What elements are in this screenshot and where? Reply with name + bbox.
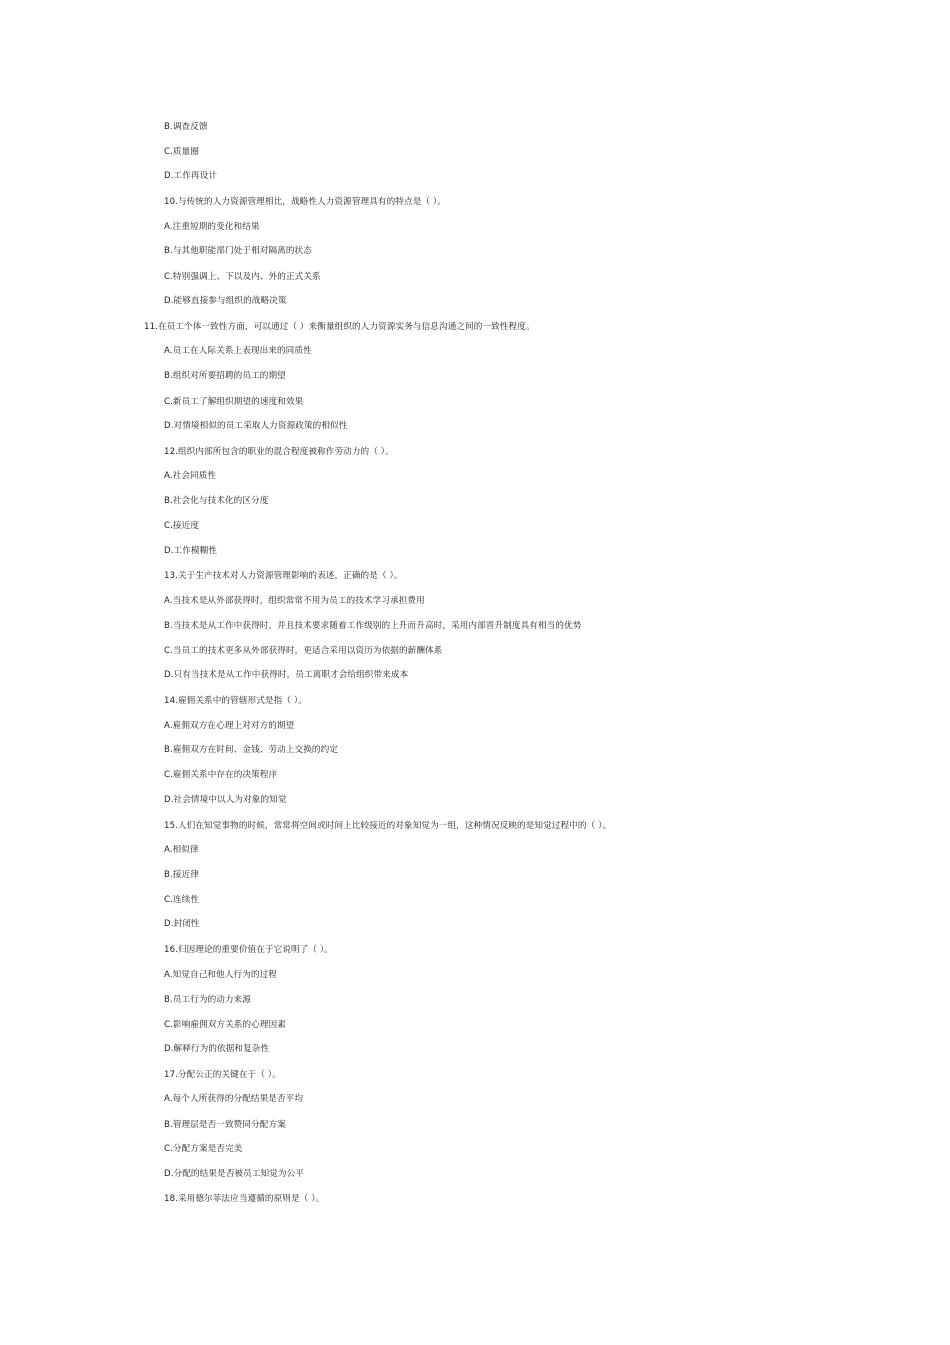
option-line: B.与其他职能部门处于相对隔离的状态 bbox=[164, 246, 312, 256]
option-line: A.注重短期的变化和结果 bbox=[164, 222, 260, 232]
question-line: 10.与传统的人力资源管理相比，战略性人力资源管理具有的特点是（ ）。 bbox=[164, 197, 447, 207]
option-line: D.对情境相似的员工采取人力资源政策的相似性 bbox=[164, 421, 348, 431]
option-line: D.分配的结果是否被员工知觉为公平 bbox=[164, 1169, 304, 1179]
option-line: D.解释行为的依据和复杂性 bbox=[164, 1044, 270, 1054]
option-line: B.调查反馈 bbox=[164, 122, 208, 132]
option-line: A.雇佣双方在心理上对对方的期望 bbox=[164, 721, 295, 731]
option-line: A.每个人所获得的分配结果是否平均 bbox=[164, 1094, 304, 1104]
option-line: A.员工在人际关系上表现出来的同质性 bbox=[164, 346, 312, 356]
option-line: D.社会情境中以人为对象的知觉 bbox=[164, 795, 287, 805]
option-line: D.只有当技术是从工作中获得时，员工离职才会给组织带来成本 bbox=[164, 670, 409, 680]
option-line: C.雇佣关系中存在的决策程序 bbox=[164, 770, 278, 780]
option-line: D.工作模糊性 bbox=[164, 546, 218, 556]
option-line: A.当技术是从外部获得时，组织常常不用为员工的技术学习承担费用 bbox=[164, 596, 425, 606]
option-line: C.新员工了解组织期望的速度和效果 bbox=[164, 397, 304, 407]
option-line: B.雇佣双方在时间、金钱、劳动上交换的约定 bbox=[164, 745, 339, 755]
option-line: C.影响雇佣双方关系的心理因素 bbox=[164, 1020, 286, 1030]
option-line: C.当员工的技术更多从外部获得时，更适合采用以资历为依据的薪酬体系 bbox=[164, 646, 443, 656]
option-line: B.接近律 bbox=[164, 870, 199, 880]
question-line: 13.关于生产技术对人力资源管理影响的表述，正确的是（ ）。 bbox=[164, 571, 403, 581]
option-line: D.能够直接参与组织的战略决策 bbox=[164, 296, 287, 306]
option-line: A.相似律 bbox=[164, 845, 199, 855]
option-line: B.员工行为的动力来源 bbox=[164, 995, 252, 1005]
option-line: B.管理层是否一致赞同分配方案 bbox=[164, 1120, 286, 1130]
option-line: D.工作再设计 bbox=[164, 171, 218, 181]
option-line: D.封闭性 bbox=[164, 919, 200, 929]
option-line: C.接近度 bbox=[164, 521, 200, 531]
question-line: 16.归因理论的重要价值在于它说明了（ ）。 bbox=[164, 945, 333, 955]
option-line: C.分配方案是否完美 bbox=[164, 1144, 243, 1154]
option-line: A.知觉自己和他人行为的过程 bbox=[164, 970, 277, 980]
option-line: C.连续性 bbox=[164, 895, 200, 905]
option-line: C.特别强调上、下以及内、外的正式关系 bbox=[164, 272, 321, 282]
option-line: B.社会化与技术化的区分度 bbox=[164, 496, 269, 506]
question-line: 14.雇佣关系中的管辖形式是指（ ）。 bbox=[164, 696, 307, 706]
question-line: 18.采用德尔菲法应当遵循的原则是（ ）。 bbox=[164, 1194, 325, 1204]
question-line: 12.组织内部所包含的职业的混合程度被称作劳动力的（ ）。 bbox=[164, 447, 394, 457]
option-line: A.社会同质性 bbox=[164, 471, 217, 481]
question-line: 11.在员工个体一致性方面，可以通过（ ）来衡量组织的人力资源实务与信息沟通之间的一致性程度。 bbox=[144, 322, 535, 332]
option-line: C.质量圈 bbox=[164, 147, 200, 157]
question-line: 15.人们在知觉事物的时候，常常将空间或时间上比较接近的对象知觉为一组，这种情况反映的是知觉过程中的（ ）。 bbox=[164, 821, 612, 831]
question-line: 17.分配公正的关键在于（ ）。 bbox=[164, 1070, 281, 1080]
option-line: B.当技术是从工作中获得时，并且技术要求随着工作级别的上升而升高时，采用内部晋升制度具有相当的优势 bbox=[164, 621, 582, 631]
option-line: B.组织对所要招聘的员工的期望 bbox=[164, 371, 286, 381]
